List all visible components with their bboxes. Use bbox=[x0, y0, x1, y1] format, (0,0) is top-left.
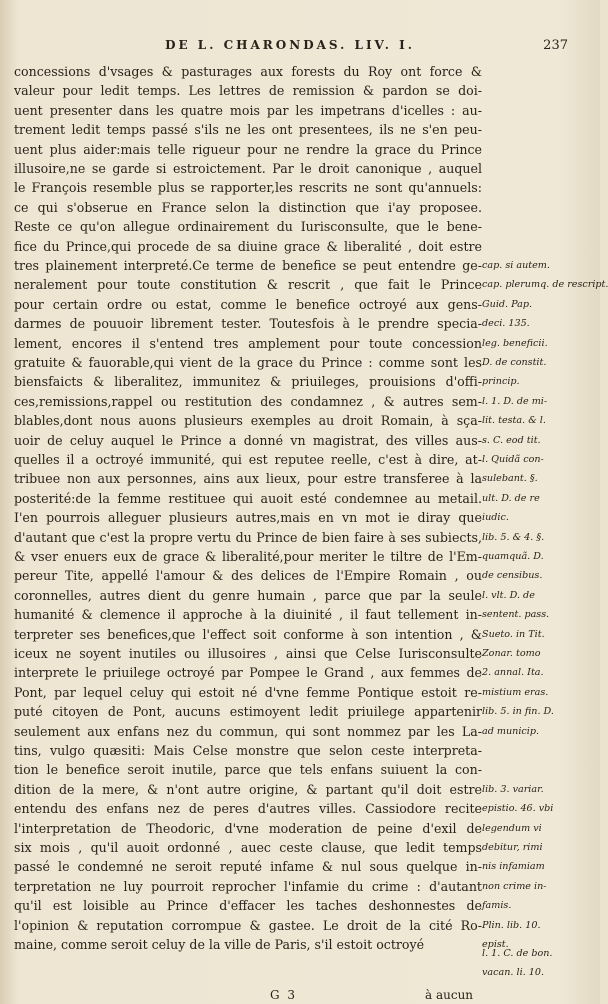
text-line: quelles il a octroyé immunité, qui est reputee reelle, c'est à dire, at- bbox=[14, 452, 482, 467]
text-line: concessions d'vsages & pasturages aux forests du Roy ont force & bbox=[14, 64, 482, 79]
margin-note: iudic. bbox=[482, 512, 509, 523]
margin-note: s. C. eod tit. bbox=[482, 435, 541, 446]
text-line: dition de la mere, & n'ont autre origine, & partant qu'il doit estre bbox=[14, 782, 482, 797]
margin-note: leg. beneficii. bbox=[482, 338, 548, 349]
text-line: passé le condemné ne seroit reputé infame & nul sous quelque in- bbox=[14, 859, 482, 874]
margin-note: l. 1. D. de mi- bbox=[482, 396, 548, 407]
margin-note: Zonar. tomo bbox=[482, 648, 541, 659]
text-line: Reste ce qu'on allegue ordinairement du Iurisconsulte, que le bene- bbox=[14, 219, 482, 234]
page-number: 237 bbox=[543, 38, 568, 53]
text-line: ces,remissions,rappel ou restitution des condamnez , & autres sem- bbox=[14, 394, 482, 409]
margin-note: nis infamiam bbox=[482, 861, 545, 872]
margin-note: epist. bbox=[482, 939, 509, 950]
margin-note: ult. D. de re bbox=[482, 493, 540, 504]
margin-note: l. Quidã con- bbox=[482, 454, 544, 465]
margin-note: quamquã. D. bbox=[482, 551, 544, 562]
text-line: interprete le priuilege octroyé par Pompee le Grand , aux femmes de bbox=[14, 665, 482, 680]
text-line: ce qui s'obserue en France selon la distinction que i'ay proposee. bbox=[14, 200, 482, 215]
margin-note: sentent. pass. bbox=[482, 609, 550, 620]
signature-mark: G 3 bbox=[270, 988, 298, 1002]
text-line: lement, encores il s'entend tres amplement pour toute concession bbox=[14, 336, 482, 351]
margin-note: D. de constit. bbox=[482, 357, 547, 368]
text-line: & vser enuers eux de grace & liberalité,pour meriter le tiltre de l'Em- bbox=[14, 549, 482, 564]
text-line: pour certain ordre ou estat, comme le benefice octroyé aux gens- bbox=[14, 297, 482, 312]
margin-note: lib. 5. in fin. D. bbox=[482, 706, 554, 717]
margin-note: l. vlt. D. de bbox=[482, 590, 535, 601]
text-line: trement ledit temps passé s'ils ne les ont presentees, ils ne s'en peu- bbox=[14, 122, 482, 137]
margin-note: lib. 3. variar. bbox=[482, 784, 544, 795]
text-line: tres plainement interpreté.Ce terme de benefice se peut entendre ge- bbox=[14, 258, 482, 273]
text-line: puté citoyen de Pont, aucuns estimoyent ledit priuilege appartenir bbox=[14, 704, 482, 719]
text-line: l'interpretation de Theodoric, d'vne moderation de peine d'exil de bbox=[14, 821, 482, 836]
text-line: le François resemble plus se rapporter,les rescrits ne sont qu'annuels: bbox=[14, 180, 482, 195]
page-footer bbox=[0, 988, 600, 1004]
margin-note: l. 1. C. de bon. bbox=[482, 948, 553, 959]
margin-note: princip. bbox=[482, 376, 520, 387]
margin-note: deci. 135. bbox=[482, 318, 530, 329]
text-line: uent plus aider:mais telle rigueur pour ne rendre la grace du Prince bbox=[14, 142, 482, 157]
text-line: qu'il est loisible au Prince d'effacer les taches deshonnestes de bbox=[14, 898, 482, 913]
text-line: humanité & clemence il approche à la diuinité , il faut tellement in- bbox=[14, 607, 482, 622]
margin-note: lib. 5. & 4. §. bbox=[482, 532, 545, 543]
text-line: tribuee non aux personnes, ains aux lieux, pour estre transferee à la bbox=[14, 471, 482, 486]
margin-note: sulebant. §. bbox=[482, 473, 538, 484]
margin-note: mistium eras. bbox=[482, 687, 549, 698]
text-line: maine, comme seroit celuy de la ville de Paris, s'il estoit octroyé bbox=[14, 937, 425, 952]
margin-note: lit. testa. & l. bbox=[482, 415, 546, 426]
text-line: fice du Prince,qui procede de sa diuine grace & liberalité , doit estre bbox=[14, 239, 482, 254]
text-line: valeur pour ledit temps. Les lettres de remission & pardon se doi- bbox=[14, 83, 482, 98]
margin-note: famis. bbox=[482, 900, 512, 911]
text-line: blables,dont nous auons plusieurs exemples au droit Romain, à sça- bbox=[14, 413, 482, 428]
catchword: à aucun bbox=[425, 988, 474, 1002]
margin-note: vacan. li. 10. bbox=[482, 967, 545, 978]
text-line: tins, vulgo quæsiti: Mais Celse monstre que selon ceste interpreta- bbox=[14, 743, 482, 758]
text-line: I'en pourrois alleguer plusieurs autres,mais en vn mot ie diray que bbox=[14, 510, 482, 525]
text-line: d'autant que c'est la propre vertu du Prince de bien faire à ses subiects, bbox=[14, 530, 482, 545]
margin-note: cap. si autem. bbox=[482, 260, 550, 271]
text-line: biensfaicts & liberalitez, immunitez & priuileges, prouisions d'offi- bbox=[14, 374, 482, 389]
text-line: seulement aux enfans nez du commun, qui sont nommez par les La- bbox=[14, 724, 482, 739]
margin-note: debitur, rimi bbox=[482, 842, 543, 853]
margin-note: Sueto. in Tit. bbox=[482, 629, 545, 640]
text-line: uoir de celuy auquel le Prince a donné vn magistrat, des villes aus- bbox=[14, 433, 482, 448]
text-line: iceux ne soyent inutiles ou illusoires , ainsi que Celse Iurisconsulte bbox=[14, 646, 482, 661]
text-line: pereur Tite, appellé l'amour & des delices de l'Empire Romain , ou bbox=[14, 568, 482, 583]
margin-note: legendum vi bbox=[482, 823, 542, 834]
text-line: gratuite & fauorable,qui vient de la grace du Prince : comme sont les bbox=[14, 355, 482, 370]
text-line: tion le benefice seroit inutile, parce que tels enfans suiuent la con- bbox=[14, 762, 482, 777]
text-line: posterité:de la femme restituee qui auoit esté condemnee au metail. bbox=[14, 491, 482, 506]
margin-note: 2. annal. Ita. bbox=[482, 667, 544, 678]
text-line: neralement pour toute constitution & rescrit , que fait le Prince bbox=[14, 277, 482, 292]
page-header bbox=[60, 38, 580, 60]
margin-note: de censibus. bbox=[482, 570, 543, 581]
text-line: entendu des enfans nez de peres d'autres villes. Cassiodore recite bbox=[14, 801, 482, 816]
margin-note: cap. plerumq. de rescript. bbox=[482, 279, 608, 290]
text-line: darmes de pouuoir librement tester. Toutesfois à le prendre specia- bbox=[14, 316, 482, 331]
margin-note: non crime in- bbox=[482, 881, 547, 892]
text-line: coronnelles, autres dient du genre humain , parce que par la seule bbox=[14, 588, 482, 603]
running-head: DE L. CHARONDAS. LIV. I. bbox=[165, 38, 415, 52]
text-line: l'opinion & reputation corrompue & gastee. Le droit de la cité Ro- bbox=[14, 918, 482, 933]
text-line: Pont, par lequel celuy qui estoit né d'vne femme Pontique estoit re- bbox=[14, 685, 482, 700]
margin-note: epistio. 46. vbi bbox=[482, 803, 554, 814]
margin-note: ad municip. bbox=[482, 726, 540, 737]
text-line: illusoire,ne se garde si estroictement. Par le droit canonique , auquel bbox=[14, 161, 482, 176]
margin-note: Plin. lib. 10. bbox=[482, 920, 541, 931]
text-line: terpretation ne luy pourroit reprocher l'infamie du crime : d'autant bbox=[14, 879, 482, 894]
text-line: uent presenter dans les quatre mois par les impetrans d'icelles : au- bbox=[14, 103, 482, 118]
text-line: six mois , qu'il auoit ordonné , auec ceste clause, que ledit temps bbox=[14, 840, 482, 855]
margin-note: Guid. Pap. bbox=[482, 299, 533, 310]
text-line: terpreter ses benefices,que l'effect soit conforme à son intention , & bbox=[14, 627, 482, 642]
